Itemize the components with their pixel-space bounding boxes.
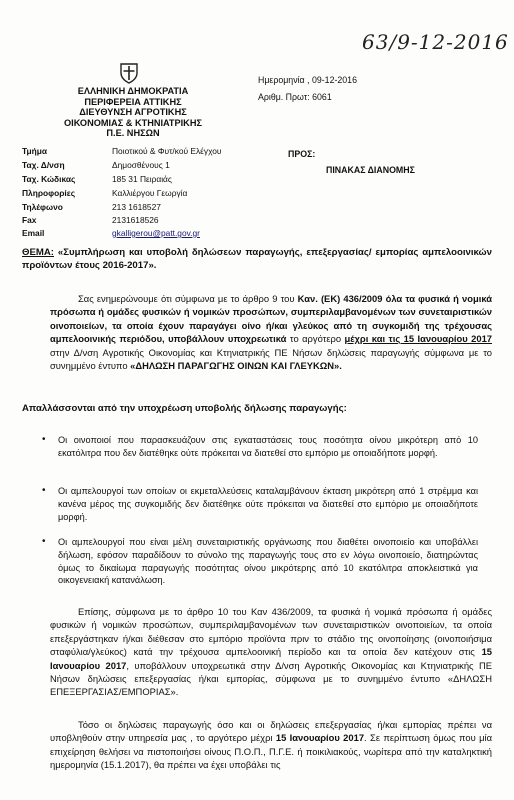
bullet-icon: • bbox=[42, 434, 46, 445]
paragraph-processing-declaration bbox=[50, 605, 492, 699]
greek-coat-of-arms-icon bbox=[118, 62, 140, 84]
p2-submission: , υποβάλλουν υποχρεωτικά στην Δ/νση Αγροτικής Οικονομίας και Κτηνιατρικής ΠΕ Νήσων δηλώσεις επεξεργασίας ή/και εμπορίας, σύμφωνα με το συνημμένο έντυπο «ΔΗΛΩΣΗ ΕΠΕΞΕΡΓΑΣΙΑΣ/ΕΜΠΟΡΙΑΣ». bbox=[50, 659, 493, 698]
exemption-text: Οι αμπελουργοί που είναι μέλη συνεταιριστικής οργάνωσης που διαθέτει οινοποιείο και υποβάλλει δήλωση, εφόσον παραδίδουν το σύνολο της παραγωγής τους στο εν λόγω οινοποιείο, διατηρώντας όμως το δικαίωμα παραγωγής ποσότητας οίνου μικρότερης από 10 εκατόλιτρα αποκλειστικά για οικογενειακή κατανάλωση. bbox=[58, 537, 478, 586]
p2-body: Επίσης, σύμφωνα με το άρθρο 10 του Καν 436/2009, τα φυσικά ή νομικά πρόσωπα ή ομάδες φυσικών ή νομικών προσώπων, συμπεριλαμβανομένων των συνεταιριστικών οινοποιείων, τα οποία επεξεργάστηκαν ή/και διέθεσαν στο εμπόριο προϊόντα πριν το στάδιο της οινοποίησης (οινοποιήσιμα σταφύλια/γλεύκος) κατά την τρέχουσα αμπελοοινική περίοδο και τα οποία δεν κατέχουν στις bbox=[50, 606, 492, 658]
detail-label-department: Τμήμα bbox=[22, 146, 48, 156]
detail-value-department: Ποιοτικού & Φυτ/κού Ελέγχου bbox=[112, 146, 222, 156]
bullet-icon: • bbox=[42, 485, 46, 496]
subject-block bbox=[22, 246, 492, 272]
detail-label-info: Πληροφορίες bbox=[22, 188, 76, 198]
detail-value-info: Καλλιέργου Γεωργία bbox=[112, 188, 188, 198]
detail-label-postcode: Ταχ. Κώδικας bbox=[22, 174, 76, 184]
detail-label-address: Ταχ. Δ/νση bbox=[22, 160, 65, 170]
handwritten-protocol-note: 63/9-12-2016 bbox=[362, 30, 509, 54]
p3-certification: . Σε περίπτωση όμως που μία επιχείρηση θελήσει να πιστοποιήσει οίνους Π.Ο.Π., Π.Γ.Ε. ή ποικιλιακούς, νωρίτερα από την καταληκτική ημερομηνία (15.1.2017), θα πρέπει να έχει υποβάλει τις bbox=[50, 732, 492, 771]
paragraph-submission-deadline bbox=[50, 718, 492, 772]
p1-deadline-prefix: το αργότερο bbox=[286, 333, 345, 345]
exemption-text: Οι αμπελουργοί των οποίων οι εκμεταλλεύσεις καταλαμβάνουν έκταση μικρότερη από 1 στρέμμα και κανένα μέρος της συγκομιδής δεν διατέθηκε ούτε πρόκειται να διατεθεί στο εμπόριο με οποιαδήποτε μορφή. bbox=[58, 486, 478, 522]
p1-submission: στην Δ/νση Αγροτικής Οικονομίας και Κτηνιατρικής ΠΕ Νήσων δηλώσεις παραγωγής σύμφωνα με το συνημμένο έντυπο bbox=[50, 346, 492, 372]
detail-value-fax: 2131618526 bbox=[112, 215, 159, 225]
exemption-item bbox=[42, 434, 478, 460]
p2-deadline: 15 Ιανουαρίου 2017 bbox=[50, 646, 492, 671]
org-line-department: ΟΙΚΟΝΟΜΙΑΣ & ΚΤΗΝΙΑΤΡΙΚΗΣ bbox=[64, 117, 202, 128]
detail-value-email-link[interactable]: gkalligerou@patt.gov.gr bbox=[112, 228, 200, 238]
p1-form-name: «ΔΗΛΩΣΗ ΠΑΡΑΓΩΓΗΣ ΟΙΝΩΝ ΚΑΙ ΓΛΕΥΚΩΝ». bbox=[130, 360, 342, 372]
org-line-unit: Π.Ε. ΝΗΣΩΝ bbox=[106, 128, 160, 139]
bullet-icon: • bbox=[42, 536, 46, 547]
org-line-region: ΠΕΡΙΦΕΡΕΙΑ ΑΤΤΙΚΗΣ bbox=[84, 96, 182, 107]
detail-value-address: Δημοσθένους 1 bbox=[112, 160, 170, 170]
subject-text: «Συμπλήρωση και υποβολή δηλώσεων παραγωγής, επεξεργασίας/ εμπορίας αμπελοοινικών προϊόντων έτους 2016-2017». bbox=[22, 247, 492, 271]
issuing-authority bbox=[58, 86, 208, 139]
detail-value-phone: 213 1618527 bbox=[112, 202, 161, 212]
exemption-text: Οι οινοποιοί που παρασκευάζουν στις εγκαταστάσεις τους ποσότητα οίνου μικρότερη από 10 εκατόλιτρα που δεν διατέθηκε ούτε πρόκειται να διατεθεί στο εμπόριο με οποιαδήποτε μορφή. bbox=[58, 435, 478, 458]
paragraph-production-declaration bbox=[50, 292, 492, 372]
org-line-directorate: ΔΙΕΥΘΥΝΣΗ ΑΓΡΟΤΙΚΗΣ bbox=[79, 107, 187, 118]
detail-label-phone: Τηλέφωνο bbox=[22, 202, 63, 212]
recipient-label: ΠΡΟΣ: bbox=[288, 149, 316, 159]
detail-label-email: Email bbox=[22, 228, 45, 238]
p1-deadline: μέχρι και τις 15 Ιανουαρίου 2017 bbox=[344, 333, 492, 345]
detail-label-fax: Fax bbox=[22, 215, 37, 225]
p1-intro: Σας ενημερώνουμε ότι σύμφωνα με το άρθρο 9 του bbox=[78, 293, 298, 304]
subject-label: ΘΕΜΑ: bbox=[22, 247, 54, 258]
exemption-item bbox=[42, 485, 478, 523]
p1-regulation: Καν. (ΕΚ) 436/2009 όλα τα φυσικά ή νομικά πρόσωπα ή ομάδες φυσικών ή νομικών προσώπων, συμπεριλαμβανομένων των συνεταιριστικών οινοποιείων, τα οποία έχουν παραγάγει οίνο ή/και γλεύκος από τη συγκομιδή της τρέχουσας αμπελοοινικής περιόδου, υποβάλλουν υποχρεωτικά bbox=[50, 293, 492, 345]
exemption-item bbox=[42, 536, 478, 587]
detail-value-postcode: 185 31 Πειραιάς bbox=[112, 174, 172, 184]
document-date: Ημερομηνία , 09-12-2016 bbox=[258, 75, 357, 85]
protocol-number: Αριθμ. Πρωτ: 6061 bbox=[258, 92, 332, 102]
recipient-value: ΠΙΝΑΚΑΣ ΔΙΑΝΟΜΗΣ bbox=[326, 165, 415, 175]
exemption-heading: Απαλλάσσονται από την υποχρέωση υποβολής δήλωσης παραγωγής: bbox=[22, 403, 347, 414]
p3-deadline: 15 Ιανουαρίου 2017 bbox=[275, 732, 365, 744]
org-line-country: ΕΛΛΗΝΙΚΗ ΔΗΜΟΚΡΑΤΙΑ bbox=[77, 86, 189, 96]
p3-body: Τόσο οι δηλώσεις παραγωγής όσο και οι δηλώσεις επεξεργασίας ή/και εμπορίας πρέπει να υποβληθούν στην υπηρεσία μας , το αργότερο μέχρι bbox=[50, 719, 492, 744]
